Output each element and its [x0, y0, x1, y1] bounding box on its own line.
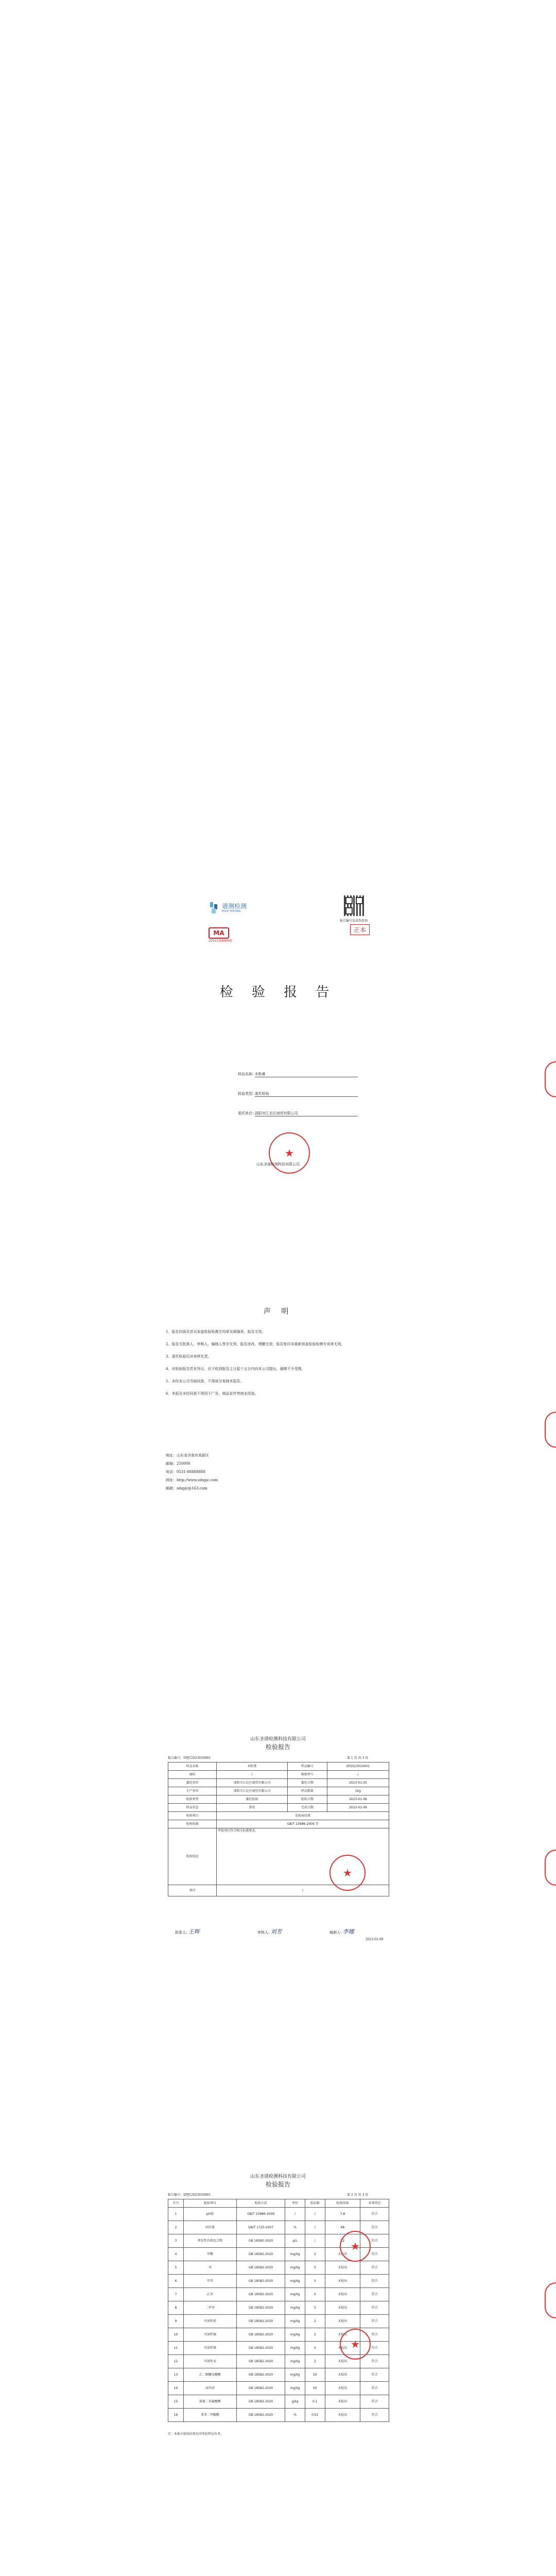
table-cell: 2: [305, 2248, 325, 2261]
table-cell: 5: [305, 2261, 325, 2275]
table-row: 检验结论 所检项目符合相关标准要求。: [168, 1828, 389, 1885]
table-cell: 12: [325, 2234, 360, 2248]
table-row: [168, 2301, 389, 2315]
table-row: 检验类型 委托检验 检验日期 2023-01-06: [168, 1795, 389, 1804]
ma-logo: MA: [208, 927, 229, 939]
table-cell: 11: [168, 2342, 184, 2355]
table-cell: 符合: [360, 2208, 389, 2221]
statement-item: 2、报告无批准人、审核人、编制人签字无效；报告涂改、增删无效；报告复印未重新加盖检验检测专用章无效。: [166, 1342, 345, 1346]
table-cell: 未检出: [325, 2368, 360, 2382]
table-cell: 未检出: [325, 2409, 360, 2422]
table-cell: 未检出: [325, 2315, 360, 2328]
table-cell: 符合: [360, 2221, 389, 2234]
table-cell: GB 18582-2020: [236, 2261, 285, 2275]
table-row: [168, 2261, 389, 2275]
table-cell: 固含量: [184, 2221, 237, 2234]
table-cell: %: [285, 2409, 305, 2422]
table-cell: 符合: [360, 2395, 389, 2409]
table-row: [168, 2288, 389, 2301]
table-cell: 邻苯二甲酸酯: [184, 2409, 237, 2422]
table-cell: 6: [168, 2275, 184, 2288]
statement-item: 4、对检验报告若有异议，应于收到报告之日起十五日内向本公司提出，逾期不予受理。: [166, 1367, 305, 1371]
table-cell: 50: [305, 2368, 325, 2382]
table-cell: GB 18582-2020: [236, 2234, 285, 2248]
table-cell: GB 18582-2020: [236, 2342, 285, 2355]
cover-company: 山东圣谱检测科技有限公司: [256, 1162, 300, 1166]
table-cell: 5: [305, 2301, 325, 2315]
page1-report-no: 报告编号：SPJC2023010001: [168, 1756, 211, 1760]
signer-approver: 批准人: 王辉: [175, 1928, 200, 1935]
table-cell: 68: [325, 2221, 360, 2234]
page1-page-no: 第 1 页 共 3 页: [347, 1756, 369, 1760]
statement-item: 5、未经本公司书面同意，不得部分复制本报告。: [166, 1379, 244, 1383]
table-row: [168, 2382, 389, 2395]
table-cell: 未检出: [325, 2342, 360, 2355]
cover-seam-stamp: [545, 1061, 556, 1097]
table-row: 商标 / 规格型号 /: [168, 1771, 389, 1779]
cover-stamp: ★: [269, 1132, 310, 1174]
table-row: 备注 /: [168, 1885, 389, 1896]
page2-note: 注：本报告检验结果仅对所检样品负责。: [168, 2432, 224, 2436]
table-cell: GB 18582-2020: [236, 2368, 285, 2382]
table-cell: mg/kg: [285, 2382, 305, 2395]
statement-items: [166, 1329, 392, 1403]
table-cell: mg/kg: [285, 2275, 305, 2288]
table-cell: GB 18582-2020: [236, 2355, 285, 2368]
table-cell: 未检出: [325, 2288, 360, 2301]
table-cell: 14: [168, 2382, 184, 2395]
table-cell: 符合: [360, 2328, 389, 2342]
cover-field-type: 检验类型: 委托检验: [238, 1091, 358, 1097]
ma-mark: [208, 927, 239, 945]
table-row: 样品名称 木粉膏 样品编号 SP2023010001: [168, 1762, 389, 1771]
table-cell: 符合: [360, 2355, 389, 2368]
table-cell: GB/T 1725-2007: [236, 2221, 285, 2234]
table-cell: 未检出: [325, 2395, 360, 2409]
signer-reviewer: 审核人: 刘芳: [257, 1928, 282, 1935]
qr-code: [344, 895, 364, 916]
table-cell: 可溶性铬: [184, 2342, 237, 2355]
table-cell: 3: [168, 2234, 184, 2248]
table-cell: GB 18582-2020: [236, 2275, 285, 2288]
page2-stamp-2: ★: [340, 2329, 371, 2360]
table-cell: /: [305, 2221, 325, 2234]
table-cell: mg/kg: [285, 2301, 305, 2315]
table-cell: 5: [305, 2275, 325, 2288]
table-cell: g/kg: [285, 2395, 305, 2409]
contact-line: 邮编：250000: [166, 1462, 190, 1466]
cover-field-client: 委托单位: 邵阳市江北区商贸有限公司: [238, 1111, 358, 1116]
page2-title: 检验报告: [265, 2181, 290, 2188]
table-cell: GB 18582-2020: [236, 2315, 285, 2328]
table-cell: 12: [168, 2355, 184, 2368]
table-cell: GB 18582-2020: [236, 2395, 285, 2409]
table-cell: 未检出: [325, 2355, 360, 2368]
table-cell: 可溶性镉: [184, 2328, 237, 2342]
table-cell: 0.01: [305, 2409, 325, 2422]
contact-line: 网址：http://www.sdspjc.com: [166, 1478, 218, 1482]
page1-stamp: ★: [329, 1855, 366, 1891]
table-cell: /: [305, 2234, 325, 2248]
table-cell: mg/kg: [285, 2261, 305, 2275]
table-cell: 未检出: [325, 2328, 360, 2342]
contact-info: [166, 1453, 218, 1494]
table-cell: 未检出: [325, 2301, 360, 2315]
table-cell: 2: [168, 2221, 184, 2234]
table-cell: 7: [168, 2288, 184, 2301]
table-cell: 乙二醇醚及醚酯: [184, 2368, 237, 2382]
page1-company: 山东圣谱检测科技有限公司: [250, 1737, 306, 1742]
table-cell: 符合: [360, 2248, 389, 2261]
table-row: [168, 2315, 389, 2328]
table-cell: 5: [305, 2288, 325, 2301]
table-cell: 符合: [360, 2288, 389, 2301]
table-row: 检验依据 GB/T 23986-2009 等: [168, 1820, 389, 1828]
cover-field-sample: 样品名称: 木粉膏: [238, 1072, 358, 1077]
table-cell: mg/kg: [285, 2355, 305, 2368]
page2-page-no: 第 2 页 共 3 页: [347, 2193, 369, 2197]
table-cell: 2: [305, 2342, 325, 2355]
table-cell: /: [285, 2208, 305, 2221]
page2-company: 山东圣谱检测科技有限公司: [250, 2174, 306, 2179]
contact-line: 地址：山东省济南市高新区: [166, 1453, 209, 1458]
table-cell: 未检出: [325, 2261, 360, 2275]
table-cell: 符合: [360, 2315, 389, 2328]
page2-seam-stamp: [545, 2282, 556, 2318]
table-cell: GB 18582-2020: [236, 2382, 285, 2395]
issue-date: 2023-01-09: [366, 1938, 384, 1941]
table-header: 序号 检验项目 检验方法 单位 检出限 检验结果 单项判定: [168, 2199, 389, 2208]
table-cell: 符合: [360, 2234, 389, 2248]
table-cell: 50: [305, 2382, 325, 2395]
table-cell: mg/kg: [285, 2368, 305, 2382]
company-logo: [208, 899, 250, 920]
table-row: [168, 2208, 389, 2221]
table-cell: 4: [168, 2248, 184, 2261]
table-cell: 8: [168, 2301, 184, 2315]
table-cell: 2: [305, 2315, 325, 2328]
table-cell: /: [305, 2208, 325, 2221]
table-cell: %: [285, 2221, 305, 2234]
signature: 王辉: [188, 1928, 200, 1935]
table-cell: 甲苯: [184, 2275, 237, 2288]
copy-label: 正本: [350, 924, 370, 935]
ma-number: 201612000000: [208, 939, 232, 943]
table-cell: 符合: [360, 2261, 389, 2275]
table-cell: 符合: [360, 2301, 389, 2315]
table-cell: 未检出: [325, 2275, 360, 2288]
statement-seam-stamp: [545, 1412, 556, 1448]
logo-icon: [208, 901, 220, 914]
table-cell: mg/kg: [285, 2248, 305, 2261]
table-cell: 2: [305, 2328, 325, 2342]
table-cell: 13: [168, 2368, 184, 2382]
table-cell: 苯: [184, 2261, 237, 2275]
table-cell: 10: [168, 2328, 184, 2342]
page2-stamp: ★: [340, 2231, 371, 2262]
page1-title: 检验报告: [265, 1743, 290, 1751]
table-cell: 符合: [360, 2368, 389, 2382]
table-cell: 7.8: [325, 2208, 360, 2221]
statement-item: 1、报告封面及首页加盖检验检测专用章及骑缝章，报告无效。: [166, 1330, 266, 1334]
signature: 刘芳: [270, 1928, 282, 1935]
table-cell: 游离二异氰酸酯: [184, 2395, 237, 2409]
qr-caption: 报告编号及真伪查询: [340, 919, 368, 923]
table-cell: 卤代烃: [184, 2382, 237, 2395]
table-cell: mg/kg: [285, 2328, 305, 2342]
table-cell: GB 18582-2020: [236, 2301, 285, 2315]
table-cell: 可溶性汞: [184, 2355, 237, 2368]
table-cell: g/L: [285, 2234, 305, 2248]
table-cell: 未检出: [325, 2382, 360, 2395]
table-cell: 16: [168, 2409, 184, 2422]
table-cell: 挥发性有机化合物: [184, 2234, 237, 2248]
logo-text: 谱测检测: [222, 903, 247, 910]
table-row: 样品状态 膏状 完成日期 2023-01-09: [168, 1804, 389, 1812]
table-cell: pH值: [184, 2208, 237, 2221]
table-cell: 甲醛: [184, 2248, 237, 2261]
table-cell: GB 18582-2020: [236, 2248, 285, 2261]
page2-report-no: 报告编号：SPJC2023010001: [168, 2193, 211, 2197]
logo-subtext: PUCE TESTING: [222, 910, 241, 913]
table-cell: mg/kg: [285, 2342, 305, 2355]
table-row: [168, 2395, 389, 2409]
table-cell: 符合: [360, 2342, 389, 2355]
table-cell: 符合: [360, 2275, 389, 2288]
table-cell: 2: [305, 2355, 325, 2368]
table-cell: 可溶性铅: [184, 2315, 237, 2328]
table-row: 委托单位 邵阳市江北区商贸有限公司 委托日期 2023-01-05: [168, 1779, 389, 1787]
table-cell: GB 18582-2020: [236, 2288, 285, 2301]
page1-seam-stamp: [545, 1850, 556, 1886]
table-cell: 0.1: [305, 2395, 325, 2409]
table-cell: 符合: [360, 2382, 389, 2395]
table-cell: GB/T 23986-2009: [236, 2208, 285, 2221]
contact-line: 邮箱：sdspjc@163.com: [166, 1486, 207, 1490]
table-row: 生产单位 邵阳市江北区商贸有限公司 样品数量 1kg: [168, 1787, 389, 1795]
signer-editor: 编制人: 李娜: [329, 1928, 354, 1935]
cover-title: 检 验 报 告: [219, 985, 337, 1000]
contact-line: 电话：0531-88888888: [166, 1470, 205, 1474]
statement-item: 6、本报告未经同意不得用于广告、商品宣传等商业用途。: [166, 1392, 258, 1396]
table-row: [168, 2275, 389, 2288]
table-cell: GB 18582-2020: [236, 2328, 285, 2342]
table-cell: GB 18582-2020: [236, 2409, 285, 2422]
statement-title: 声 明: [263, 1308, 293, 1316]
table-cell: 符合: [360, 2409, 389, 2422]
table-cell: 15: [168, 2395, 184, 2409]
signature: 李娜: [342, 1928, 354, 1935]
table-cell: 乙苯: [184, 2288, 237, 2301]
table-row: 检验项目 见检验结果: [168, 1812, 389, 1820]
table-row: [168, 2409, 389, 2422]
table-cell: 未检出: [325, 2248, 360, 2261]
table-cell: mg/kg: [285, 2288, 305, 2301]
table-cell: 5: [168, 2261, 184, 2275]
table-cell: mg/kg: [285, 2315, 305, 2328]
table-cell: 9: [168, 2315, 184, 2328]
table-cell: 1: [168, 2208, 184, 2221]
statement-item: 3、委托检验仅对来样负责。: [166, 1354, 212, 1359]
table-cell: 二甲苯: [184, 2301, 237, 2315]
table-row: [168, 2368, 389, 2382]
